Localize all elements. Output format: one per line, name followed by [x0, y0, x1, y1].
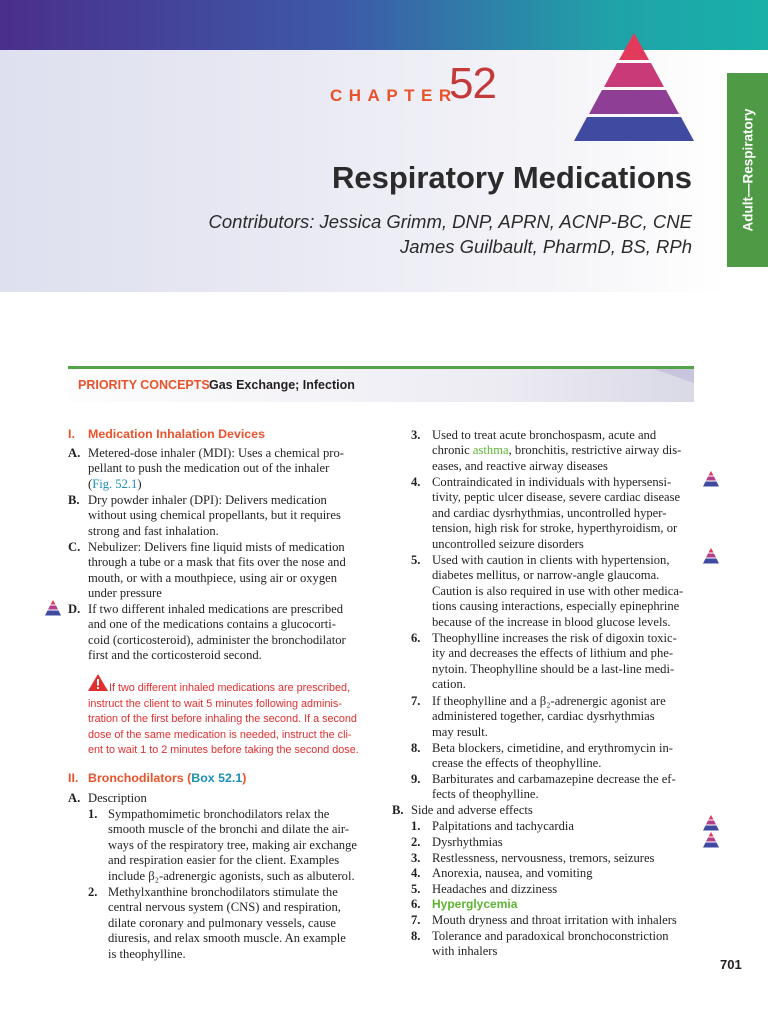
text-line: without using chemical propellants, but it requires: [88, 508, 341, 522]
section-side-tab: [727, 73, 768, 267]
text-line: If two different inhaled medications are prescribed: [88, 602, 344, 616]
text-line: fects of theophylline.: [432, 787, 539, 801]
alert-text-line: instruct the client to wait 5 minutes following adminis-: [88, 698, 342, 710]
text-line: Barbiturates and carbamazepine decrease the ef-: [432, 772, 676, 786]
list-item: Dysrhythmias: [432, 835, 503, 849]
priority-pyramid-icon: [702, 815, 720, 831]
list-item: Tolerance and paradoxical bronchoconstriction: [432, 929, 669, 943]
heading-text: ): [242, 771, 247, 785]
text-line: Metered-dose inhaler (MDI): Uses a chemical pro-: [88, 446, 344, 460]
text-line: cation.: [432, 677, 466, 691]
subsection-title: Description: [88, 791, 147, 805]
text-line: may result.: [432, 725, 488, 739]
item-label: 6.: [411, 897, 421, 911]
item-label: 9.: [411, 772, 421, 786]
item-label: 3.: [411, 428, 421, 442]
alert-text-line: tration of the first before inhaling the second. If a second: [88, 713, 357, 725]
alert-text-line: If two different inhaled medications are prescribed,: [109, 682, 351, 694]
priority-pyramid-icon: [702, 832, 720, 848]
side-tab-label: Adult—Respiratory: [740, 108, 755, 232]
text-span: , bronchitis, restrictive airway dis-: [508, 443, 682, 457]
chapter-pyramid-icon: [566, 33, 702, 141]
item-label: 1.: [88, 807, 98, 821]
text-line: [88, 477, 142, 493]
item-label: B.: [392, 803, 404, 817]
item-label: 5.: [411, 882, 421, 896]
subsection-title: Side and adverse effects: [411, 803, 533, 817]
text-line: diabetes mellitus, or narrow-angle glaucoma.: [432, 568, 660, 582]
item-label: 6.: [411, 631, 421, 645]
item-label: 2.: [411, 835, 421, 849]
item-label: D.: [68, 602, 81, 616]
text-line: pellant to push the medication out of the inhaler: [88, 461, 330, 475]
text-line: strong and fast inhalation.: [88, 524, 219, 538]
text-line: Nebulizer: Delivers fine liquid mists of medication: [88, 540, 345, 554]
priority-concepts-box: [68, 366, 694, 402]
text-line: under pressure: [88, 586, 162, 600]
text-line: through a tube or a mask that fits over the nose and: [88, 555, 346, 569]
list-item: Restlessness, nervousness, tremors, seizures: [432, 851, 655, 865]
text-line: Methylxanthine bronchodilators stimulate the: [108, 885, 338, 899]
alert-text-line: ent to wait 1 to 2 minutes before taking the second dose.: [88, 744, 359, 756]
text-line: Sympathomimetic bronchodilators relax the: [108, 807, 330, 821]
text-line: Caution is also required in use with other medica-: [432, 584, 684, 598]
text-line: first and the corticosteroid second.: [88, 648, 262, 662]
text-line: Dry powder inhaler (DPI): Delivers medication: [88, 493, 327, 507]
text-line: tension, high risk for stroke, hyperthyroidism, or: [432, 521, 678, 535]
section-2-number: II.: [68, 771, 79, 785]
box-corner-accent: [654, 369, 694, 383]
text-line: uncontrolled seizure disorders: [432, 537, 584, 551]
item-label: 7.: [411, 913, 421, 927]
text-line: and cardiac dysrhythmias, uncontrolled hyper-: [432, 506, 667, 520]
list-item: with inhalers: [432, 944, 498, 958]
page-title: Respiratory Medications: [331, 160, 692, 195]
text-line: ity and decreases the effects of lithium and phe-: [432, 646, 674, 660]
item-label: 8.: [411, 741, 421, 755]
text-line: crease the effects of theophylline.: [432, 756, 602, 770]
section-2-heading: [88, 771, 246, 787]
text-line: because of the increase in blood glucose levels.: [432, 615, 671, 629]
item-label: 8.: [411, 929, 421, 943]
item-label: 5.: [411, 553, 421, 567]
text-line: and respiration easier for the client. Examples: [108, 853, 340, 867]
text-line: and one of the medications contains a glucocorti-: [88, 617, 336, 631]
item-label: A.: [68, 446, 81, 460]
item-label: 2.: [88, 885, 98, 899]
item-label: 4.: [411, 475, 421, 489]
text-line: If theophylline and a β₂-adrenergic agonist are: [432, 694, 666, 708]
text-span: (: [88, 477, 93, 491]
alert-text-line: dose of the same medication is needed, instruct the cli-: [88, 729, 352, 741]
text-line: Used with caution in clients with hypertension,: [432, 553, 670, 567]
text-line: eases, and reactive airway diseases: [432, 459, 608, 473]
priority-pyramid-icon: [702, 471, 720, 487]
contributors-line-2: James Guilbault, PharmD, BS, RPh: [400, 236, 692, 257]
text-line: nytoin. Theophylline should be a last-line medi-: [432, 662, 675, 676]
section-1-heading: Medication Inhalation Devices: [88, 427, 265, 441]
priority-pyramid-icon: [44, 600, 62, 616]
glossary-term-link[interactable]: asthma: [472, 443, 509, 457]
section-1-number: I.: [68, 427, 75, 441]
page-number: 701: [720, 957, 742, 972]
figure-link[interactable]: Fig. 52.1: [92, 477, 138, 491]
text-span: ): [137, 477, 142, 491]
text-line: diuresis, and relax smooth muscle. An example: [108, 931, 346, 945]
chapter-label: CHAPTER: [330, 86, 458, 105]
list-item: Mouth dryness and throat irritation with inhalers: [432, 913, 677, 927]
text-line: include β₂-adrenergic agonists, such as albuterol.: [108, 869, 355, 883]
text-line: Contraindicated in individuals with hypersensi-: [432, 475, 672, 489]
text-line: mouth, or with a mouthpiece, using air or oxygen: [88, 571, 338, 585]
item-label: 4.: [411, 866, 421, 880]
item-label: A.: [68, 791, 81, 805]
text-line: Beta blockers, cimetidine, and erythromycin in-: [432, 741, 673, 755]
text-line: tivity, peptic ulcer disease, severe cardiac disease: [432, 490, 681, 504]
text-line: administered together, cardiac dysrhythmias: [432, 709, 655, 723]
text-line: [432, 443, 681, 459]
chapter-number: 52: [449, 59, 496, 108]
glossary-term-link[interactable]: Hyperglycemia: [432, 897, 518, 911]
item-label: 7.: [411, 694, 421, 708]
text-line: tions causing interactions, especially epinephrine: [432, 599, 680, 613]
item-label: B.: [68, 493, 80, 507]
list-item: Anorexia, nausea, and vomiting: [432, 866, 593, 880]
list-item: Headaches and dizziness: [432, 882, 558, 896]
priority-concepts-value: Gas Exchange; Infection: [209, 378, 355, 392]
item-label: C.: [68, 540, 81, 554]
alert-triangle-icon: [88, 674, 108, 691]
text-line: coid (corticosteroid), administer the bronchodilator: [88, 633, 346, 647]
text-span: chronic: [432, 443, 473, 457]
box-link[interactable]: Box 52.1: [191, 771, 243, 785]
item-label: 1.: [411, 819, 421, 833]
text-line: Theophylline increases the risk of digoxin toxic-: [432, 631, 677, 645]
text-line: is theophylline.: [108, 947, 186, 961]
text-line: ways of the respiratory tree, making air exchange: [108, 838, 357, 852]
text-line: central nervous system (CNS) and respiration,: [108, 900, 341, 914]
priority-concepts-label: PRIORITY CONCEPTS: [78, 378, 210, 392]
list-item: Palpitations and tachycardia: [432, 819, 574, 833]
text-line: smooth muscle of the bronchi and dilate the air-: [108, 822, 350, 836]
text-line: dilate coronary and pulmonary vessels, cause: [108, 916, 337, 930]
contributors-line-1: Contributors: Jessica Grimm, DNP, APRN, ACNP-BC, CNE: [208, 211, 692, 232]
item-label: 3.: [411, 851, 421, 865]
priority-pyramid-icon: [702, 548, 720, 564]
heading-text: Bronchodilators (: [88, 771, 192, 785]
text-line: Used to treat acute bronchospasm, acute and: [432, 428, 657, 442]
